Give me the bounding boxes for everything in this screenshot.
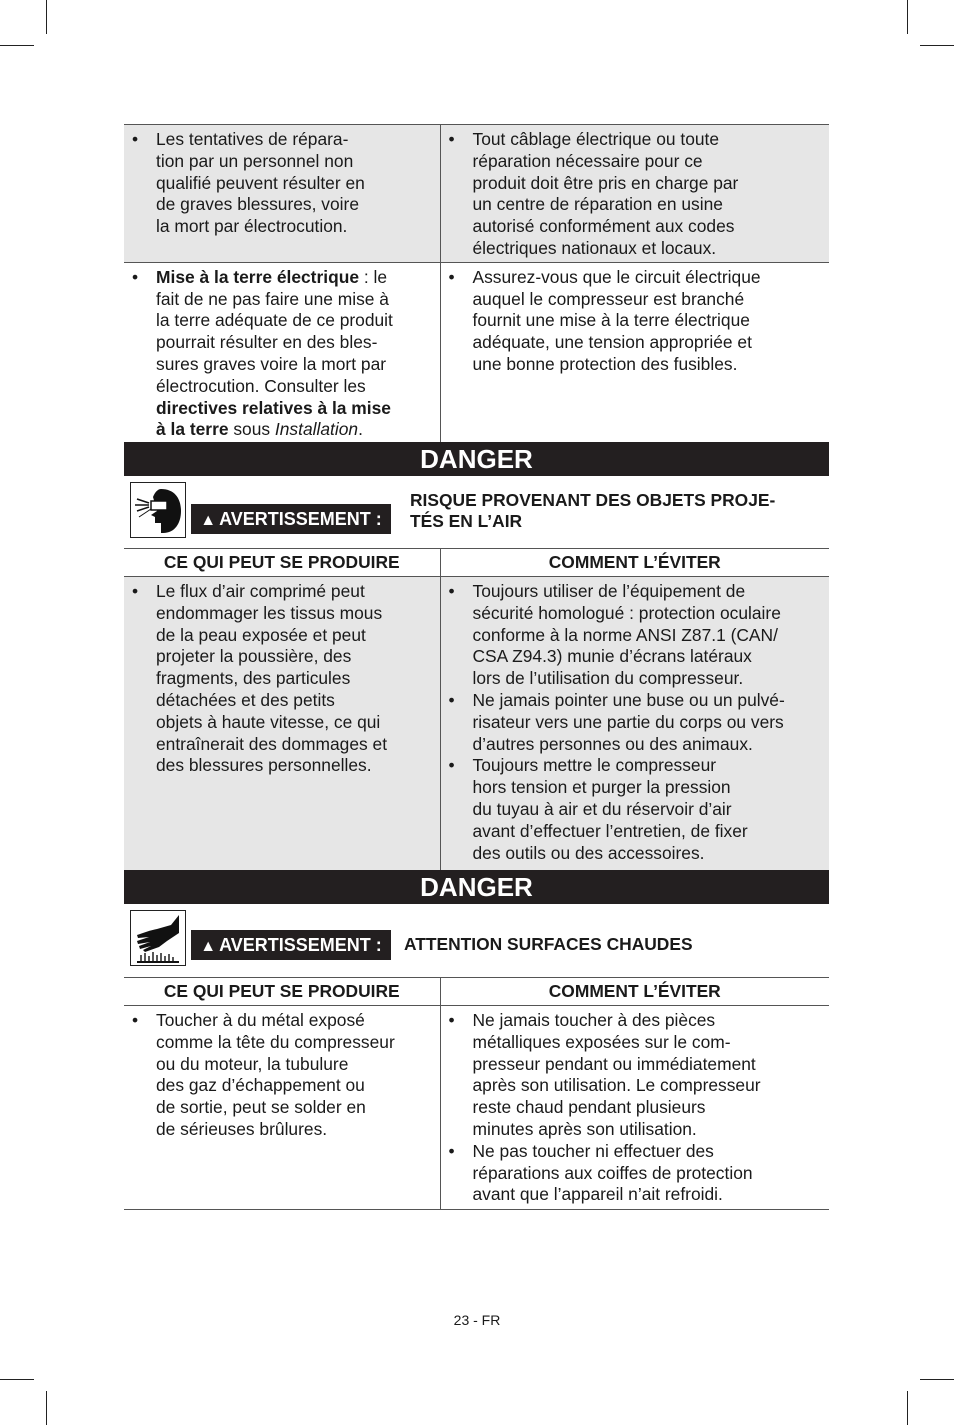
eye-protection-icon: [130, 482, 186, 538]
bullet-item: • Les tentatives de répara- tion par un personnel non qualifié peuvent résulter en de graves blessures, voire la mort par électrocution.: [124, 129, 436, 238]
crop-mark: [907, 0, 908, 34]
how-to-prevent-cell: [440, 1006, 829, 1210]
warning-label: [191, 504, 391, 534]
bullet-item: • Le flux d’air comprimé peut endommager les tissus mous de la peau exposée et peut projeter la poussière, des fragments, des particules détachées et des petits objets à haute vitesse, ce qui entraînerait des dommages et des blessures personnelles.: [124, 581, 436, 777]
what-can-happen-cell: [124, 262, 440, 443]
danger-banner: DANGER: [124, 442, 829, 476]
bullet-item: • Assurez-vous que le circuit électrique auquel le compresseur est branché fournit une mise à la terre électrique adéquate, une tension appropriée et une bonne protection des fusibles.: [441, 267, 826, 376]
crop-mark: [920, 45, 954, 46]
table-row: [124, 125, 829, 263]
what-can-happen-cell: [124, 125, 440, 263]
hot-surface-hand-icon: [130, 910, 186, 966]
hazard-title: ATTENTION SURFACES CHAUDES: [404, 934, 693, 954]
what-can-happen-header: CE QUI PEUT SE PRODUIRE: [124, 978, 440, 1006]
how-to-prevent-cell: [440, 125, 829, 263]
how-to-prevent-header: COMMENT L’ÉVITER: [440, 549, 829, 577]
how-to-prevent-cell: [440, 577, 829, 871]
warning-text: AVERTISSEMENT :: [219, 935, 382, 955]
warning-triangle-icon: ▲: [200, 512, 217, 529]
bullet-item: • Ne pas toucher ni effectuer des réparations aux coiffes de protection avant que l’appareil n’ait refroidi.: [441, 1141, 826, 1206]
what-can-happen-cell: [124, 577, 440, 871]
what-can-happen-header: CE QUI PEUT SE PRODUIRE: [124, 549, 440, 577]
danger-banner: DANGER: [124, 870, 829, 904]
bullet-item: • Toujours utiliser de l’équipement de sécurité homologué : protection oculaire conforme à la norme ANSI Z87.1 (CAN/ CSA Z94.3) munie d’écrans latéraux lors de l’utilisation du compresseur.: [441, 581, 826, 690]
crop-mark: [0, 45, 34, 46]
how-to-prevent-header: COMMENT L’ÉVITER: [440, 978, 829, 1006]
warning-label: [191, 930, 391, 960]
crop-mark: [920, 1379, 954, 1380]
bullet-item: • Mise à la terre électrique : le fait de ne pas faire une mise à la terre adéquate de ce produit pourrait résulter en des bles- sures graves voire la mort par électrocution. Consulter les directives relatives à la mise à la terre sous Installation.: [124, 267, 436, 441]
what-can-happen-cell: [124, 1006, 440, 1210]
hazard-title: RISQUE PROVENANT DES OBJETS PROJE- TÉS EN L’AIR: [410, 490, 776, 531]
crop-mark: [0, 1379, 34, 1380]
bullet-item: • Tout câblage électrique ou toute réparation nécessaire pour ce produit doit être pris en charge par un centre de réparation en usine autorisé conformément aux codes électriques nationaux et locaux.: [441, 129, 826, 260]
crop-mark: [46, 1391, 47, 1425]
table-row: [124, 262, 829, 443]
projectile-hazard-table: [124, 548, 829, 871]
warning-text: AVERTISSEMENT :: [219, 509, 382, 529]
crop-mark: [907, 1391, 908, 1425]
bullet-item: • Ne jamais pointer une buse ou un pulvé- risateur vers une partie du corps ou vers d’autres personnes ou des animaux.: [441, 690, 826, 755]
table-header-row: [124, 978, 829, 1006]
electrical-hazard-table: [124, 124, 829, 443]
bullet-item: • Ne jamais toucher à des pièces métalliques exposées sur le com- presseur pendant ou immédiatement après son utilisation. Le compresseur reste chaud pendant plusieurs minutes après son utilisation.: [441, 1010, 826, 1141]
crop-mark: [46, 0, 47, 34]
page-number: 23 - FR: [453, 1312, 501, 1328]
bullet-item: • Toucher à du métal exposé comme la tête du compresseur ou du moteur, la tubulure des gaz d’échappement ou de sortie, peut se solder en de sérieuses brûlures.: [124, 1010, 436, 1141]
bullet-item: • Toujours mettre le compresseur hors tension et purger la pression du tuyau à air et du réservoir d’air avant d’effectuer l’entretien, de fixer des outils ou des accessoires.: [441, 755, 826, 864]
table-row: [124, 1006, 829, 1210]
hot-surface-table: [124, 977, 829, 1210]
table-row: [124, 577, 829, 871]
warning-triangle-icon: ▲: [200, 938, 217, 955]
table-header-row: [124, 549, 829, 577]
how-to-prevent-cell: [440, 262, 829, 443]
